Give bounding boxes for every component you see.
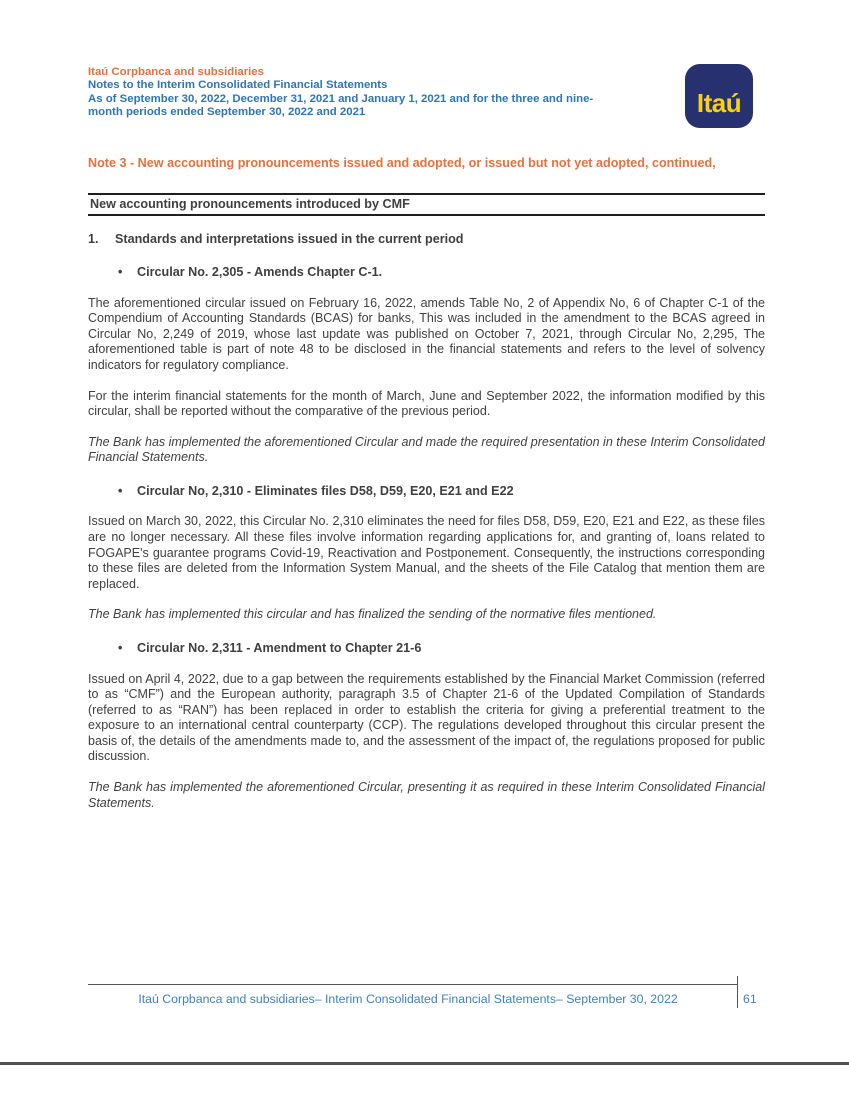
page-edge-band: [0, 1062, 849, 1065]
bullet-heading-text: Circular No, 2,310 - Eliminates files D58, D59, E20, E21 and E22: [137, 483, 514, 498]
header-line-3: month periods ended September 30, 2022 and 2021: [88, 105, 366, 118]
header-line-1: Notes to the Interim Consolidated Financial Statements: [88, 79, 388, 92]
bullet-heading: [88, 265, 765, 281]
bank-note-paragraph: The Bank has implemented the aforementioned Circular, presenting it as required in these Interim Consolidated Financial Statements.: [88, 780, 765, 810]
footer-rule: [88, 984, 737, 985]
bullet-icon: •: [118, 265, 123, 280]
bullet-heading-text: Circular No. 2,311 - Amendment to Chapter 21-6: [137, 641, 422, 655]
numbered-heading-number: 1.: [88, 231, 99, 246]
footer-text: Itaú Corpbanca and subsidiaries– Interim Consolidated Financial Statements– September 30, 2022: [138, 992, 678, 1006]
page-number: 61: [743, 992, 757, 1006]
note-title: Note 3 - New accounting pronouncements issued and adopted, or issued but not yet adopted, continued,: [88, 156, 716, 170]
page-content: [88, 66, 765, 811]
numbered-heading-title: Standards and interpretations issued in the current period: [115, 231, 464, 246]
document-header: [88, 66, 765, 128]
numbered-heading: [88, 232, 765, 248]
section-heading: New accounting pronouncements introduced by CMF: [88, 193, 765, 216]
paragraph: Issued on March 30, 2022, this Circular No. 2,310 eliminates the need for files D58, D59, E20, E21 and E22, as these files are no longer necessary. All these files involve information regarding applications for, and granting of, loans related to FOGAPE's guarantee programs Covid-19, Reactivation and Postponement. Consequently, the instructions corresponding to these files are deleted from the Information System Manual, and the sheets of the File Catalog that mention them are replaced.: [88, 514, 765, 591]
bank-note-paragraph: The Bank has implemented the aforementioned Circular and made the required presentation in these Interim Consolidated Financial Statements.: [88, 434, 765, 465]
paragraph: The aforementioned circular issued on February 16, 2022, amends Table No, 2 of Appendix No, 6 of Chapter C-1 of the Compendium of Accounting Standards (BCAS) for banks, This was included in the amendment to the BCAS agreed in Circular No, 2,249 of 2019, whose last update was published on October 7, 2021, through Circular No, 2,295, The aforementioned table is part of note 48 to be disclosed in the financial statements and refers to the level of solvency indicators for regulatory compliance.: [88, 295, 765, 372]
bullet-heading-text: Circular No. 2,305 - Amends Chapter C-1.: [137, 265, 383, 280]
bullet-heading: [88, 484, 765, 500]
paragraph: Issued on April 4, 2022, due to a gap between the requirements established by the Financial Market Commission (referred to as “CMF”) and the European authority, paragraph 3.5 of Chapter 21-6 of the Updated Compilation of Standards (referred to as “RAN”) has been replaced in order to establish the criteria for giving a preferential treatment to the exposure to an international central counterparty (CCP). The regulations developed throughout this circular present the basis of, the details of the amendments made to, and the assessment of the impact of, the regulations proposed for public discussion.: [88, 671, 765, 764]
header-text-block: [88, 66, 593, 119]
company-name: Itaú Corpbanca and subsidiaries: [88, 66, 264, 78]
bullet-icon: •: [118, 641, 123, 655]
header-line-2: As of September 30, 2022, December 31, 2021 and January 1, 2021 and for the three and nine-: [88, 92, 594, 105]
itau-logo: [685, 64, 753, 128]
bank-note-paragraph: The Bank has implemented this circular and has finalized the sending of the normative files mentioned.: [88, 607, 657, 622]
bullet-icon: •: [118, 483, 123, 498]
itau-logo-text: Itaú: [696, 87, 742, 118]
footer-divider: [737, 976, 738, 1008]
paragraph: For the interim financial statements for the month of March, June and September 2022, the information modified by this circular, shall be reported without the comparative of the previous period.: [88, 388, 765, 419]
bullet-heading: [88, 641, 765, 657]
